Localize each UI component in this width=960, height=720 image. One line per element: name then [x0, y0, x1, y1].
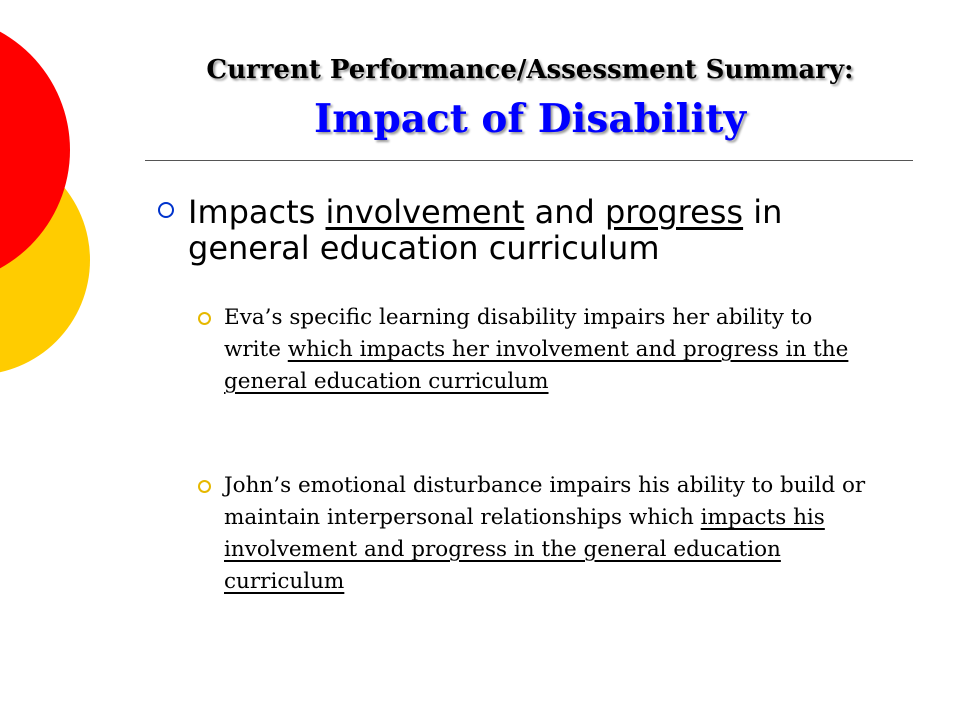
- main-bullet-part1: Impacts: [188, 193, 326, 231]
- slide-title-line2: Impact of Disability: [313, 96, 746, 142]
- sub-bullet-underlined: impacts his involvement and progress in the general education curriculum: [224, 505, 825, 594]
- sub-bullet-plain: Eva’s specific learning disability impairs her ability to write: [224, 305, 813, 362]
- sub-bullet-underlined: which impacts her involvement and progress in the general education curriculum: [224, 337, 849, 394]
- title-divider: [145, 160, 913, 161]
- main-bullet-part3: in general education curriculum: [188, 193, 783, 267]
- sub-bullet-text: [224, 302, 868, 398]
- hollow-circle-icon: [158, 202, 174, 218]
- main-bullet-text: [188, 194, 888, 266]
- main-bullet-underlined-involvement: involvement: [325, 193, 525, 231]
- slide-title-line1: Current Performance/Assessment Summary:: [206, 55, 854, 85]
- sub-bullet-plain: John’s emotional disturbance impairs his ability to build or maintain interpersonal relationships which: [224, 473, 866, 530]
- hollow-circle-icon: [198, 312, 211, 325]
- main-bullet-part2: and: [524, 193, 605, 231]
- sub-bullet-text: [224, 470, 868, 598]
- main-bullet-underlined-progress: progress: [604, 193, 744, 231]
- sub-bullet-eva: [198, 302, 868, 398]
- main-bullet: [158, 194, 888, 266]
- sub-bullet-john: [198, 470, 868, 598]
- hollow-circle-icon: [198, 480, 211, 493]
